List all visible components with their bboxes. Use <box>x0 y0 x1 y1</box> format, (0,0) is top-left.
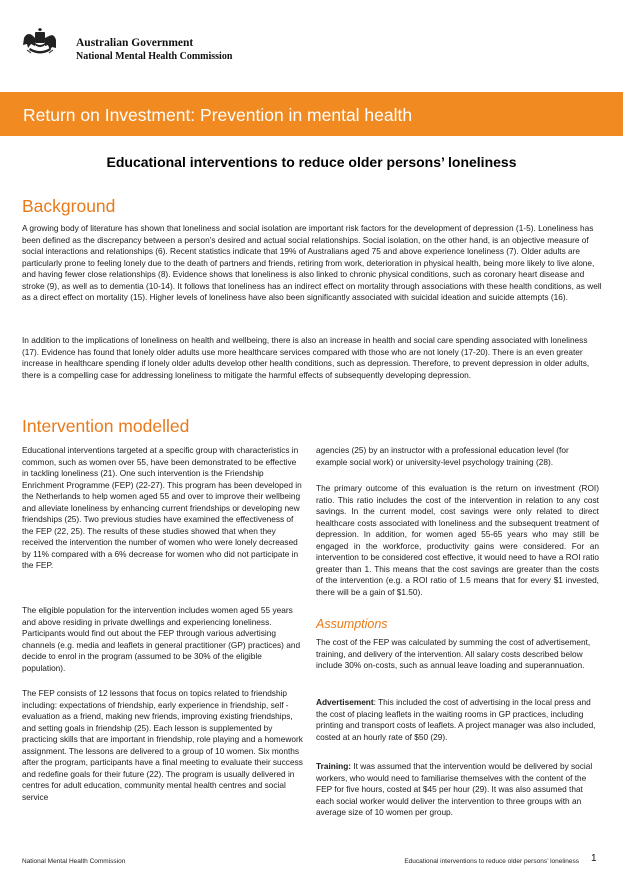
intervention-right-paragraph-2: The primary outcome of this evaluation is the return on investment (ROI) ratio. This ratio includes the cost of the intervention in relation to any cost savings. In the current model, cost savings were only related to direct healthcare costs associated with loneliness and the subsequent treatment of depression. In addition, for women aged 55-65 years who may still be engaged in the workforce, productivity gains were considered. For an intervention to be considered cost effective, it would need to have a ROI ratio greater than 1. This means that the cost savings are greater than the costs of the intervention (e.g. a ROI ratio of 1.5 means that for every $1 invested, there will be a gain of $1.50). <box>316 483 599 597</box>
background-paragraph-1: A growing body of literature has shown that loneliness and social isolation are important risk factors for the development of depression (1-5). Loneliness has been defined as the discrepancy between a person’s desired and actual social relationships. Social isolation, on the other hand, is an objective measure of social interactions and relationships (6). Recent statistics indicate that 19% of Australians aged 75 and above experience loneliness (7). Older adults are particularly prone to feeling lonely due to the death of partners and friends, retiring from work, deterioration in physical health, being more likely to live alone, and having fewer close relationships (8). Evidence shows that loneliness is also linked to chronic physical conditions, such as coronary heart disease and stroke (9), as well as to dementia (10-14). It follows that loneliness has an indirect effect on mortality through associations with these health conditions, as well as a direct effect on mortality (15). Higher levels of loneliness have also been significantly associated with suicidal ideation and suicide attempts (16). <box>22 223 602 302</box>
training-label: Training: <box>316 761 352 771</box>
footer-organisation: National Mental Health Commission <box>22 858 126 865</box>
intervention-heading: Intervention modelled <box>22 416 190 436</box>
intervention-right-paragraph-1: agencies (25) by an instructor with a professional education level (for example social work) or university-level psychology training (28). <box>316 445 569 467</box>
background-paragraph-2: In addition to the implications of loneliness on health and wellbeing, there is also an increase in health and social care spending associated with loneliness (17). Evidence has found that lonely older adults use more healthcare services compared with those who are not lonely (17-20). There is an even greater increase in healthcare spending if lonely older adults develop other health conditions, such as depression. Therefore, to prevent depression in older adults, there is a compelling case for addressing loneliness to mitigate the harmful effects of subsequently developing depression. <box>22 335 590 380</box>
training-paragraph <box>316 761 599 819</box>
government-branding <box>76 37 232 63</box>
org-name: Australian Government <box>76 37 194 49</box>
assumptions-paragraph-1: The cost of the FEP was calculated by summing the cost of advertisement, training, and delivery of the intervention. All salary costs described below include 30% on-costs, such as annual leave loading and superannuation. <box>316 637 591 670</box>
advertisement-paragraph <box>316 697 599 743</box>
intervention-left-paragraph-3: The FEP consists of 12 lessons that focus on topics related to friendship including: expectations of friendship, early experience in friendship, self -evaluation as a friend, making new friends, improving existing friendships, and setting goals in friendship (25). Each lesson is supplemented by practicing skills that are important in friendship, role playing and a homework assignment. The lessons are delivered to a group of 10 women. Six months after the program, participants have a final meeting to evaluate their success and redefine goals for their future (22). The program is usually delivered in centres for adult education, community mental health centres and social service <box>22 688 303 802</box>
advertisement-label: Advertisement <box>316 697 374 707</box>
document-title: Educational interventions to reduce older persons’ loneliness <box>106 154 517 170</box>
page-number: 1 <box>591 853 597 864</box>
footer-document-title: Educational interventions to reduce older persons’ loneliness <box>404 858 579 865</box>
intervention-left-paragraph-2: The eligible population for the intervention includes women aged 55 years and above residing in private dwellings and experiencing loneliness. Participants would find out about the FEP through various advertising channels (e.g. media and leaflets in general practitioner (GP) practices) and decide to enrol in the program (assumed to be 30% of the eligible population). <box>22 605 301 673</box>
commission-name: National Mental Health Commission <box>76 51 233 62</box>
training-text: It was assumed that the intervention would be delivered by social workers, who would need to familiarise themselves with the content of the FEP for five hours, costed at $45 per hour (29). It was also assumed that each social worker would deliver the intervention to three groups with an average size of 10 women per group. <box>316 761 593 817</box>
assumptions-heading: Assumptions <box>316 617 388 631</box>
advertisement-text: : This included the cost of advertising in the local press and the cost of placing leaflets in the waiting rooms in GP practices, including printing and transport costs of leaflets. A project manager was also included, costed at an hourly rate of $50 (29). <box>316 697 596 742</box>
background-heading: Background <box>22 196 116 216</box>
banner-title: Return on Investment: Prevention in mental health <box>23 105 413 125</box>
intervention-left-paragraph-1: Educational interventions targeted at a specific group with characteristics in common, such as women over 55, have been demonstrated to be effective in tackling loneliness (21). One such intervention is the Friendship Enrichment Programme (FEP) (22-27). This program has been developed in the Netherlands to help women aged 55 and over to improve their wellbeing and alleviate loneliness by enhancing current friendships or developing new friendships (25). Two previous studies have examined the effectiveness of the FEP (22, 25). The results of these studies showed that when they received the intervention the number of women who were lonely decreased by 11% compared with a 6% decrease for women who did not participate in the FEP. <box>22 445 302 570</box>
coat-of-arms-icon <box>22 28 58 58</box>
page-header <box>0 0 623 92</box>
